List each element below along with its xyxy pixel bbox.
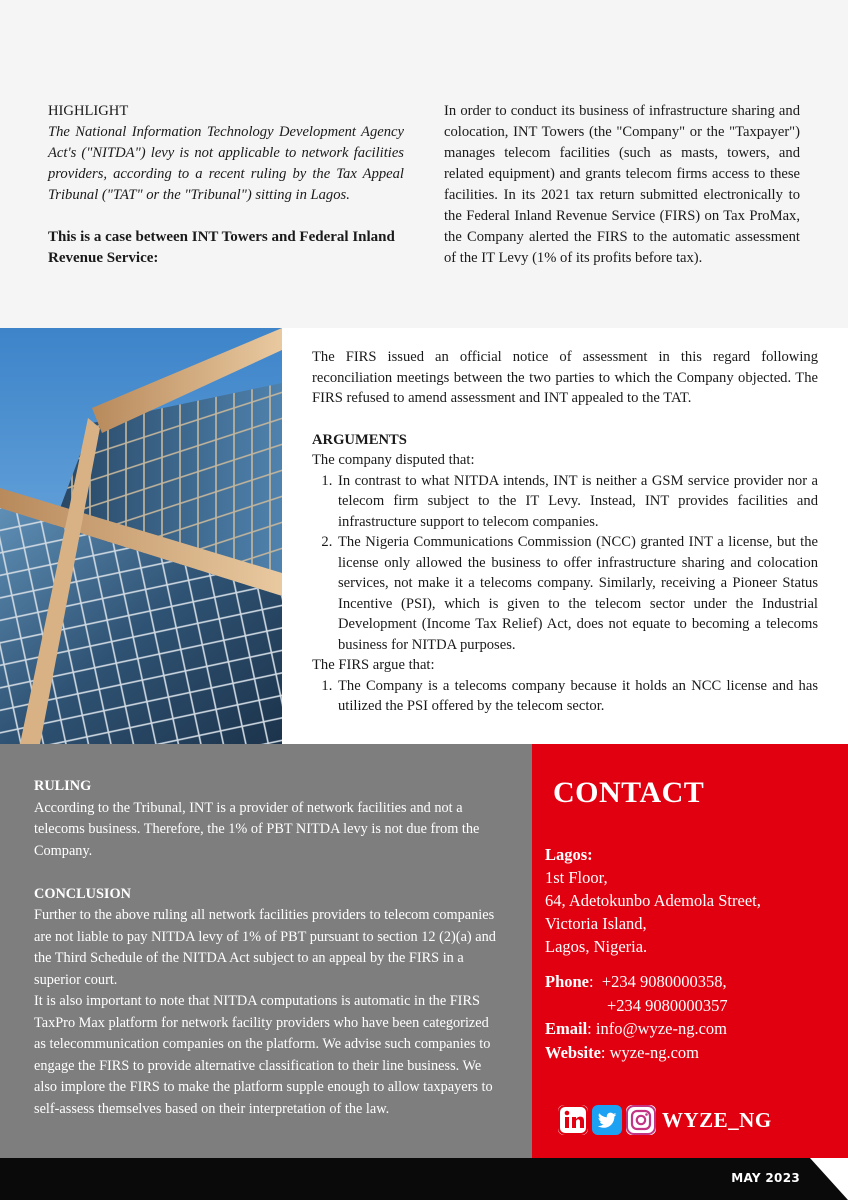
company-points-list <box>312 471 818 656</box>
case-line: This is a case between INT Towers and Federal Inland Revenue Service: <box>48 229 395 266</box>
assessment-intro: The FIRS issued an official notice of assessment in this regard following reconciliation meetings between the two parties to which the Company objected. The FIRS refused to amend assessment and INT appealed to the TAT. <box>312 349 818 406</box>
list-item: 1. The Company is a telecoms company because it holds an NCC license and has utilized the PSI offered by the telecom sector. <box>336 676 818 717</box>
email-link[interactable]: : info@wyze-ng.com <box>587 1019 727 1038</box>
firs-argue: The FIRS argue that: <box>312 657 435 673</box>
social-handle[interactable]: WYZE_NG <box>662 1107 772 1132</box>
list-item: 1. In contrast to what NITDA intends, INT is neither a GSM service provider nor a telecom firm subject to the IT Levy. Instead, INT provides facilities and infrastructure support to telecom companies. <box>336 471 818 533</box>
contact-title: CONTACT <box>553 776 705 809</box>
city-label: Lagos: <box>545 845 593 864</box>
firs-points-list <box>312 676 818 717</box>
highlight-summary: The National Information Technology Development Agency Act's ("NITDA") levy is not applicable to network facilities providers, according to a recent ruling by the Tax Appeal Tribunal ("TAT" or the "Tribunal") sitting in Lagos. <box>48 124 404 203</box>
conclusion-para-1: Further to the above ruling all network facilities providers to telecom companies are not liable to pay NITDA levy of 1% of PBT pursuant to section 12 (2)(a) and the Third Schedule of the NITDA Act subject to an appeal by the FIRS in a superior court. <box>34 907 496 988</box>
website-label: Website <box>545 1042 601 1062</box>
ruling-heading: RULING <box>34 778 92 794</box>
email-row <box>545 1017 835 1041</box>
instagram-icon[interactable] <box>626 1105 656 1135</box>
address-line: 64, Adetokunbo Ademola Street, <box>545 891 761 910</box>
address-block <box>545 843 835 958</box>
phone-separator: : <box>589 972 594 991</box>
arguments-heading: ARGUMENTS <box>312 431 407 448</box>
background-text: In order to conduct its business of infrastructure sharing and colocation, INT Towers (the "Company" or the "Taxpayer") manages telecom facilities (such as masts, towers, and related equipment) and grants telecom firms access to these facilities. In its 2021 tax return submitted electronically to the Federal Inland Revenue Service (FIRS) on Tax ProMax, the Company alerted the FIRS to the automatic assessment of the IT Levy (1% of its profits before tax). <box>444 103 800 266</box>
company-disputed: The company disputed that: <box>312 452 475 468</box>
address-line: Victoria Island, <box>545 914 647 933</box>
address-line: 1st Floor, <box>545 868 608 887</box>
footer-bar <box>0 1158 848 1200</box>
highlight-label: HIGHLIGHT <box>48 103 129 119</box>
conclusion-para-2: It is also important to note that NITDA computations is automatic in the FIRS TaxPro Max platform for network facility providers who have been categorized as telecommunication companies on the platform. We advise such companies to engage the FIRS to provide alternative classification to their line business. We also implore the FIRS to make the platform supple enough to allow taxpayers to self-assess themselves based on their interpretation of the law. <box>34 993 493 1117</box>
linkedin-icon[interactable] <box>558 1105 588 1135</box>
twitter-icon[interactable] <box>592 1105 622 1135</box>
social-links <box>558 1104 772 1136</box>
phone-number-2[interactable]: +234 9080000357 <box>607 995 728 1015</box>
ruling-conclusion-text <box>34 776 504 1120</box>
address-line: Lagos, Nigeria. <box>545 937 648 956</box>
contact-details <box>545 970 835 1064</box>
list-item: 2. The Nigeria Communications Commission (NCC) granted INT a license, but the license only allowed the business to offer infrastructure sharing and colocation services, not make it a telecoms company. Similarly, receiving a Pioneer Status Incentive (PSI), which is given to the telecom sector under the Industrial Development (Income Tax Relief) Act, does not equate to becoming a telecoms business for NITDA purposes. <box>336 532 818 655</box>
website-row <box>545 1041 835 1065</box>
arguments-section <box>312 347 818 717</box>
phone-label: Phone <box>545 972 590 991</box>
contact-panel <box>532 744 848 1158</box>
website-link[interactable]: : wyze-ng.com <box>600 1042 699 1062</box>
ruling-text: According to the Tribunal, INT is a provider of network facilities and not a telecoms business. Therefore, the 1% of PBT NITDA levy is not due from the Company. <box>34 799 480 859</box>
building-photo <box>0 328 282 744</box>
phone-row <box>545 970 835 994</box>
issue-date: MAY 2023 <box>731 1171 800 1185</box>
conclusion-heading: CONCLUSION <box>34 885 131 902</box>
email-label: Email <box>545 1019 588 1038</box>
phone-number-1[interactable]: +234 9080000358, <box>601 972 727 991</box>
highlight-column <box>48 101 404 269</box>
